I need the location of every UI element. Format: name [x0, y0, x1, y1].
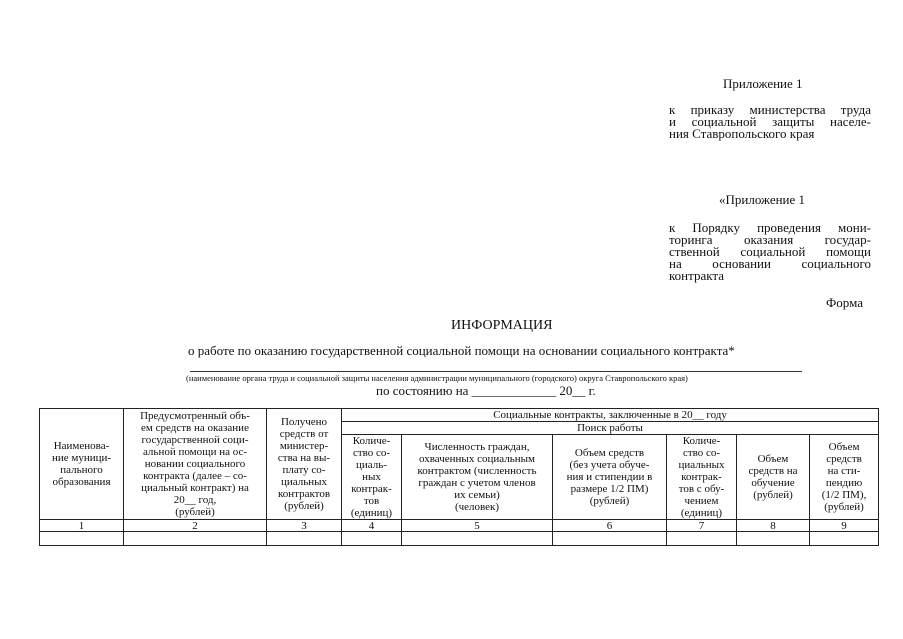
header-line: их семьи) — [454, 489, 500, 501]
table-row — [40, 532, 879, 546]
header-line: (без учета обуче- — [569, 459, 650, 471]
header-line: средств на — [748, 465, 798, 477]
appendix1-line: ния Ставропольского края — [669, 126, 815, 141]
header-line: Наименова- — [53, 440, 110, 452]
header-line: средств — [826, 453, 862, 465]
column-number: 1 — [40, 520, 124, 532]
table-cell — [737, 532, 810, 546]
table-cell — [402, 532, 553, 546]
header-line: контрактов — [277, 488, 331, 500]
header-line: средств от — [279, 428, 329, 440]
appendix2-line: ственной социальной помощи — [669, 244, 871, 259]
header-line: плату со- — [282, 464, 326, 476]
header-line: циальных — [280, 476, 328, 488]
header-line: ство со- — [682, 447, 721, 459]
appendix1-body — [669, 104, 871, 140]
organization-caption: (наименование органа труда и социальной защиты населения администрации муниципального (городского) округа Ставропольского края) — [186, 373, 688, 383]
header-line: ных — [362, 471, 381, 483]
header-line: тов с обу- — [678, 483, 725, 495]
header-line: ство со- — [352, 447, 391, 459]
header-line: контрак- — [351, 483, 392, 495]
header-line: ние муници- — [51, 452, 112, 464]
header-line: Численность граждан, — [424, 441, 530, 453]
column-number: 4 — [342, 520, 402, 532]
header-planned-funds — [124, 409, 267, 520]
header-line: пального — [60, 464, 103, 476]
header-line: (единиц) — [680, 507, 723, 519]
appendix2-title: «Приложение 1 — [719, 192, 806, 207]
header-line: пендию — [825, 477, 863, 489]
column-number: 8 — [737, 520, 810, 532]
header-line: контрак- — [681, 471, 722, 483]
header-line: контрактом (численность — [417, 465, 537, 477]
document-title: ИНФОРМАЦИЯ — [451, 318, 553, 333]
header-line: ем средств на оказание — [141, 422, 249, 434]
header-line: Количе- — [352, 435, 391, 447]
table-cell — [342, 532, 402, 546]
header-line: Предусмотренный объ- — [140, 410, 250, 422]
column-number: 2 — [124, 520, 267, 532]
header-training-funds — [737, 435, 810, 520]
table-cell — [40, 532, 124, 546]
appendix2-line: к Порядку проведения мони- — [669, 220, 871, 235]
header-line: обучение — [751, 477, 795, 489]
header-line: циальных — [678, 459, 725, 471]
appendix2-line: на основании социального — [669, 256, 871, 271]
appendix2-line: торинга оказания государ- — [669, 232, 871, 247]
document-subtitle: о работе по оказанию государственной социальной помощи на основании социального контракта* — [188, 343, 735, 358]
header-job-search: Поиск работы — [342, 422, 879, 435]
appendix1-line: и социальной защиты населе- — [669, 114, 871, 129]
appendix1-title: Приложение 1 — [723, 76, 803, 91]
column-number: 6 — [553, 520, 667, 532]
appendix1-line: к приказу министерства труда — [669, 102, 871, 117]
header-line: на сти- — [827, 465, 861, 477]
column-number-row — [40, 520, 879, 532]
table-cell — [267, 532, 342, 546]
header-line: (человек) — [454, 501, 500, 513]
header-line: Получено — [280, 416, 328, 428]
header-line: (рублей) — [284, 500, 324, 512]
header-line: министер- — [279, 440, 329, 452]
header-line: охваченных социальным — [419, 453, 535, 465]
header-contract-count — [342, 435, 402, 520]
as-of-date: по состоянию на _____________ 20__ г. — [376, 383, 596, 398]
header-line: (1/2 ПМ), — [821, 489, 867, 501]
header-stipend-funds — [810, 435, 879, 520]
header-line: Объем средств — [574, 447, 645, 459]
header-line: 20__ год, — [173, 494, 217, 506]
header-line: новании социального — [144, 458, 246, 470]
header-funds-volume — [553, 435, 667, 520]
form-label: Форма — [826, 295, 863, 310]
information-table — [39, 408, 879, 546]
header-municipality — [40, 409, 124, 520]
column-number: 5 — [402, 520, 553, 532]
header-line: (рублей) — [824, 501, 864, 513]
table-cell — [124, 532, 267, 546]
header-line: (рублей) — [175, 506, 215, 518]
header-line: циаль- — [356, 459, 387, 471]
header-line: (единиц) — [350, 507, 393, 519]
appendix2-line: контракта — [669, 268, 724, 283]
header-line: (рублей) — [589, 495, 630, 507]
organization-underline — [190, 371, 802, 372]
header-line: ния и стипендии в — [566, 471, 653, 483]
header-line: граждан с учетом членов — [418, 477, 536, 489]
header-citizens-count — [402, 435, 553, 520]
header-line: альной помощи на ос- — [142, 446, 248, 458]
header-line: тов — [363, 495, 380, 507]
column-number: 3 — [267, 520, 342, 532]
header-line: государственной соци- — [141, 434, 249, 446]
table-cell — [667, 532, 737, 546]
table-cell — [553, 532, 667, 546]
header-line: циальный контракт) на — [141, 482, 249, 494]
column-number: 7 — [667, 520, 737, 532]
header-contracts-group: Социальные контракты, заключенные в 20__ году — [342, 409, 879, 422]
appendix2-body — [669, 222, 871, 282]
table-cell — [810, 532, 879, 546]
header-line: Количе- — [682, 435, 721, 447]
header-line: размере 1/2 ПМ) — [570, 483, 649, 495]
header-line: чением — [684, 495, 719, 507]
header-line: Объем — [828, 441, 860, 453]
header-line: образования — [52, 476, 111, 488]
header-received-funds — [267, 409, 342, 520]
header-line: (рублей) — [753, 489, 793, 501]
header-line: Объем — [757, 453, 789, 465]
column-number: 9 — [810, 520, 879, 532]
header-line: ства на вы- — [277, 452, 331, 464]
header-contracts-with-training — [667, 435, 737, 520]
header-line: контракта (далее – со- — [143, 470, 247, 482]
